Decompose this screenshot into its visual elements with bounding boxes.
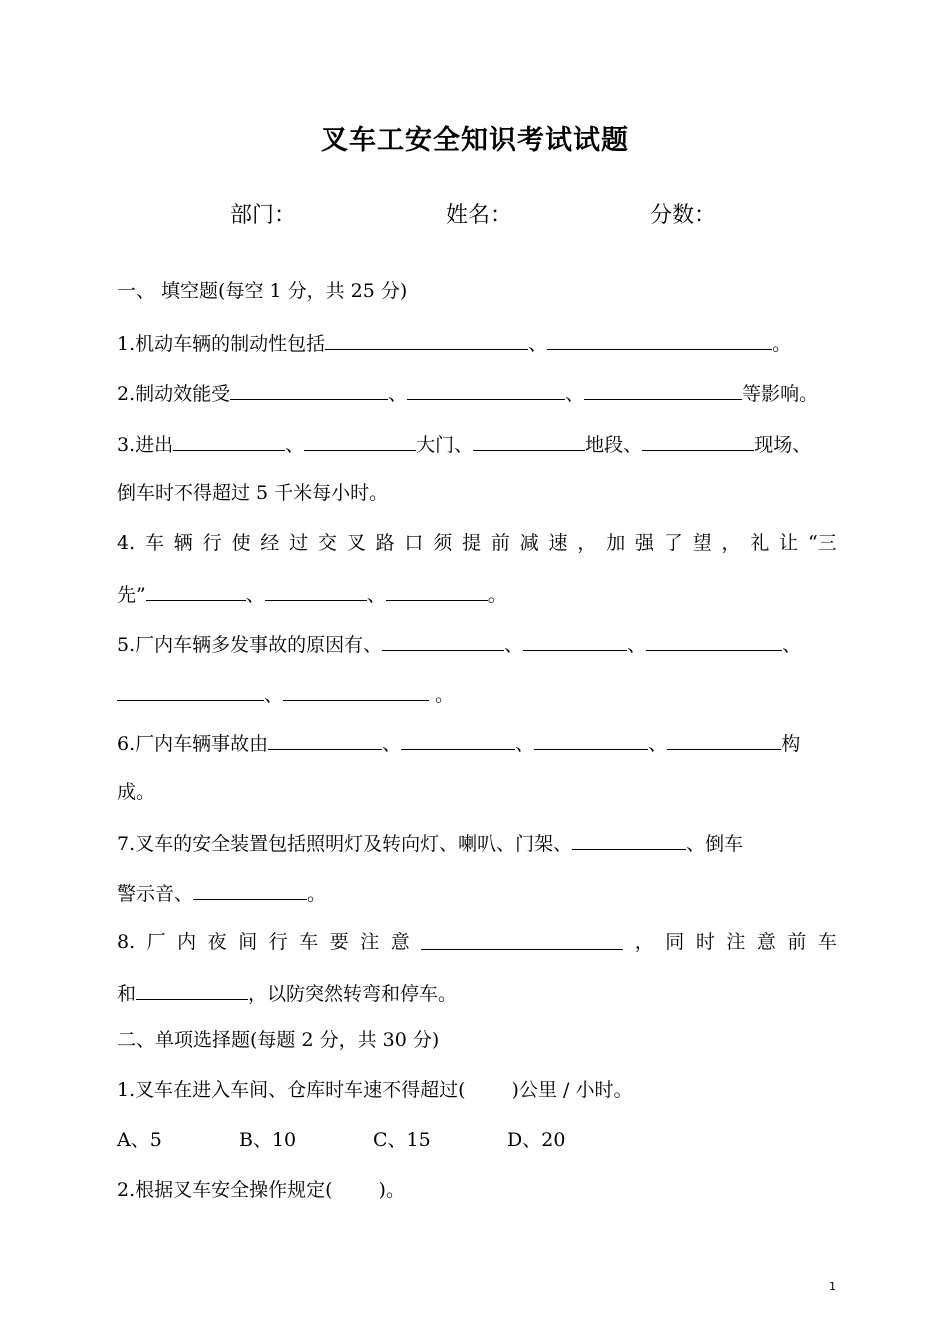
answer-blank[interactable] bbox=[667, 727, 781, 750]
question-1-3-cont: 倒车时不得超过 5 千米每小时。 bbox=[117, 482, 389, 504]
answer-blank[interactable] bbox=[325, 327, 528, 350]
dept-label: 部门： bbox=[230, 203, 297, 228]
question-1-4-cont: 先” 、 、 。 bbox=[117, 578, 507, 610]
question-1-1: 1.机动车辆的制动性包括 、 。 bbox=[117, 327, 791, 359]
question-1-8: 8. 厂 内 夜 间 行 车 要 注 意 ， 同 时 注 意 前 车 bbox=[117, 927, 837, 957]
question-1-4: 4. 车 辆 行 使 经 过 交 叉 路 口 须 提 前 减 速 ， 加 强 了 望 ， 礼 让 “三 bbox=[117, 532, 837, 554]
answer-blank[interactable] bbox=[523, 628, 627, 651]
answer-blank[interactable] bbox=[268, 727, 382, 750]
question-1-7-cont: 警示音、 。 bbox=[117, 877, 326, 909]
question-2-1-options bbox=[117, 1125, 565, 1155]
question-1-5: 5.厂内车辆多发事故的原因有、 、 、 、 bbox=[117, 628, 801, 660]
answer-blank[interactable] bbox=[646, 628, 782, 651]
answer-blank[interactable] bbox=[136, 977, 248, 1000]
answer-blank[interactable] bbox=[572, 827, 686, 850]
answer-blank[interactable] bbox=[642, 428, 754, 451]
question-1-6-cont: 成。 bbox=[117, 781, 156, 803]
page-number: 1 bbox=[829, 1280, 836, 1293]
answer-blank[interactable] bbox=[547, 327, 772, 350]
answer-blank[interactable] bbox=[534, 727, 648, 750]
answer-blank[interactable] bbox=[386, 578, 488, 601]
option-b[interactable]: B、10 bbox=[239, 1129, 297, 1151]
question-1-5-cont: 、 。 bbox=[117, 678, 454, 710]
answer-blank[interactable] bbox=[473, 428, 585, 451]
answer-blank[interactable] bbox=[146, 578, 246, 601]
question-1-6: 6.厂内车辆事故由 、 、 、 构 bbox=[117, 727, 800, 759]
answer-blank[interactable] bbox=[584, 377, 742, 400]
option-a[interactable]: A、5 bbox=[117, 1129, 162, 1151]
name-label: 姓名： bbox=[446, 203, 513, 228]
answer-blank[interactable] bbox=[173, 428, 285, 451]
answer-blank[interactable] bbox=[421, 927, 623, 950]
answer-blank[interactable] bbox=[117, 678, 264, 701]
answer-blank[interactable] bbox=[265, 578, 367, 601]
question-1-2: 2.制动效能受 、 、 等影响。 bbox=[117, 377, 818, 409]
section1-heading: 一、 填空题(每空 1 分，共 25 分) bbox=[117, 280, 408, 302]
answer-blank[interactable] bbox=[401, 727, 515, 750]
answer-blank[interactable] bbox=[407, 377, 565, 400]
answer-blank[interactable] bbox=[283, 678, 429, 701]
answer-blank[interactable] bbox=[304, 428, 416, 451]
page-title: 叉车工安全知识考试试题 bbox=[321, 125, 629, 156]
question-2-1: 1.叉车在进入车间、仓库时车速不得超过( )公里 / 小时。 bbox=[117, 1079, 633, 1101]
score-label: 分数： bbox=[650, 203, 717, 228]
option-d[interactable]: D、20 bbox=[507, 1129, 566, 1151]
answer-blank[interactable] bbox=[382, 628, 504, 651]
question-2-2: 2.根据叉车安全操作规定( )。 bbox=[117, 1179, 405, 1201]
answer-blank[interactable] bbox=[193, 877, 307, 900]
option-c[interactable]: C、15 bbox=[373, 1129, 431, 1151]
answer-blank[interactable] bbox=[230, 377, 388, 400]
question-1-7: 7.叉车的安全装置包括照明灯及转向灯、喇叭、门架、 、倒车 bbox=[117, 827, 743, 859]
question-1-3: 3.进出 、 大门、 地段、 现场、 bbox=[117, 428, 811, 460]
section2-heading: 二、单项选择题(每题 2 分，共 30 分) bbox=[117, 1029, 440, 1051]
question-1-8-cont: 和 ，以防突然转弯和停车。 bbox=[117, 977, 457, 1009]
